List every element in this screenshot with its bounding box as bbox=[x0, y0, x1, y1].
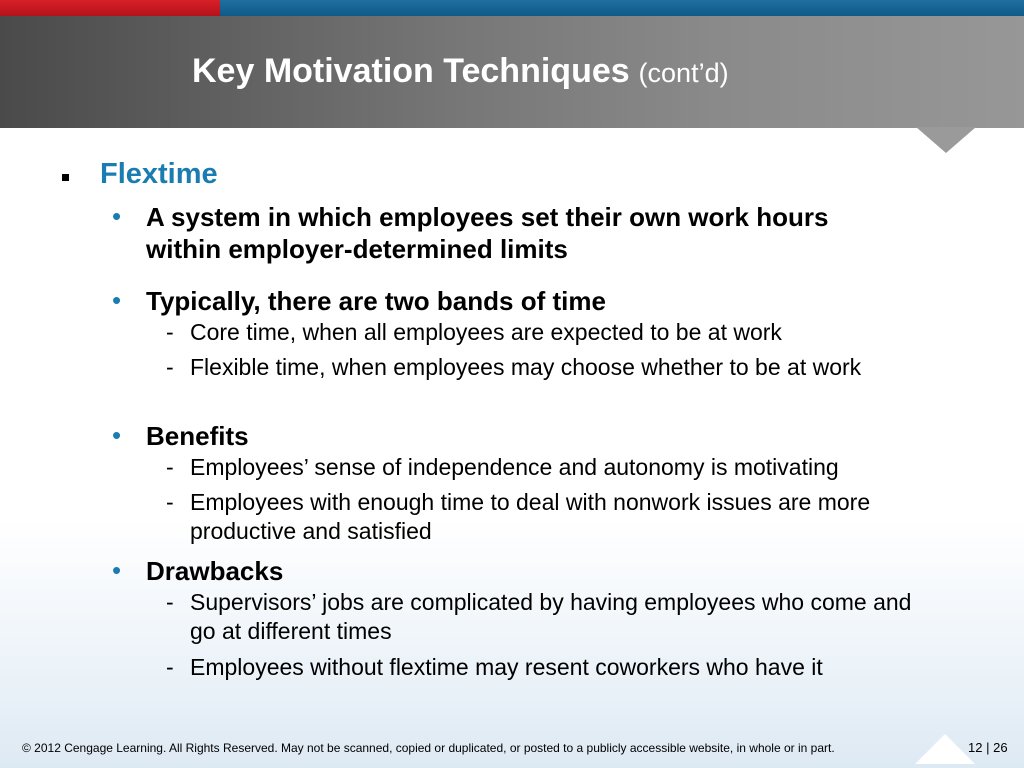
slide-title bbox=[192, 52, 729, 91]
title-suffix: (cont’d) bbox=[638, 58, 729, 88]
point-label: A system in which employees set their own work hours within employer-determined limits bbox=[146, 202, 829, 264]
point-label: Typically, there are two bands of time bbox=[146, 286, 606, 316]
copyright-notice: © 2012 Cengage Learning. All Rights Reserved. May not be scanned, copied or duplicated, or posted to a publicly accessible website, in whole or in part. bbox=[22, 741, 835, 755]
page-number bbox=[968, 740, 1008, 755]
total-pages: 26 bbox=[993, 740, 1008, 755]
point-label: Drawbacks bbox=[146, 556, 284, 586]
footer bbox=[0, 734, 1024, 768]
title-main: Key Motivation Techniques bbox=[192, 52, 630, 90]
brand-blue-bar bbox=[220, 0, 1024, 16]
dash-bullet-icon: - bbox=[166, 489, 174, 515]
subpoint-label: Employees’ sense of independence and autonomy is motivating bbox=[190, 454, 839, 480]
topic-label: Flextime bbox=[100, 158, 218, 190]
point-label: Benefits bbox=[146, 421, 249, 451]
dash-bullet-icon: - bbox=[166, 454, 174, 480]
dash-bullet-icon: - bbox=[166, 319, 174, 345]
subpoint-label: Supervisors’ jobs are complicated by having employees who come and go at different times bbox=[190, 589, 912, 644]
dash-bullet-icon: - bbox=[166, 589, 174, 615]
subpoint-label: Employees with enough time to deal with nonwork issues are more productive and satisfied bbox=[190, 489, 871, 544]
current-page: 12 bbox=[968, 740, 983, 755]
header-chevron-icon bbox=[916, 127, 976, 153]
round-bullet-icon: • bbox=[112, 555, 122, 585]
brand-red-bar bbox=[0, 0, 220, 16]
dash-bullet-icon: - bbox=[166, 654, 174, 680]
subpoint-label: Flexible time, when employees may choose whether to be at work bbox=[190, 354, 862, 380]
page-separator: | bbox=[986, 740, 990, 755]
subpoint-label: Core time, when all employees are expected to be at work bbox=[190, 319, 782, 345]
footer-chevron-icon bbox=[915, 734, 975, 764]
square-bullet-icon bbox=[62, 174, 69, 181]
dash-bullet-icon: - bbox=[166, 354, 174, 380]
round-bullet-icon: • bbox=[112, 201, 122, 231]
round-bullet-icon: • bbox=[112, 285, 122, 315]
round-bullet-icon: • bbox=[112, 420, 122, 450]
title-banner bbox=[0, 0, 1024, 128]
subpoint-label: Employees without flextime may resent coworkers who have it bbox=[190, 654, 823, 680]
